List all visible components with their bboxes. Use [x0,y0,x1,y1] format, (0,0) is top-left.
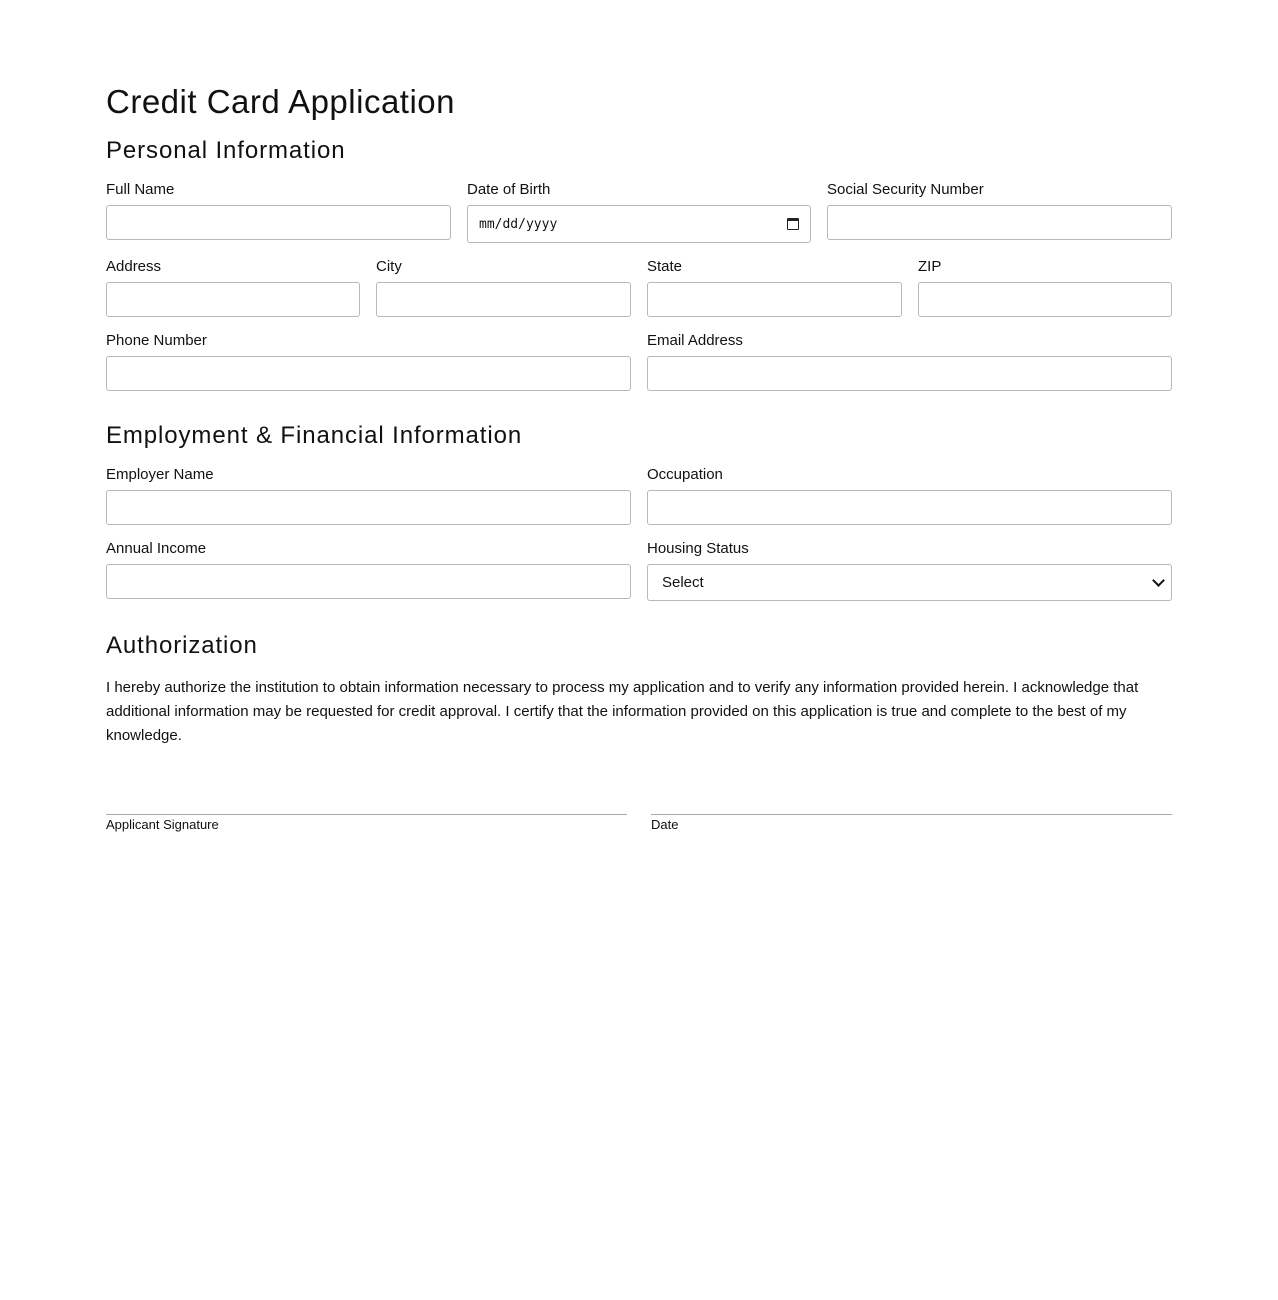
occupation-label: Occupation [647,466,723,483]
email-field [647,332,1172,350]
employer-label: Employer Name [106,466,214,483]
dob-placeholder: mm/dd/yyyy [479,216,558,232]
ssn-label: Social Security Number [827,181,984,198]
income-field [106,540,631,558]
authorization-heading: Authorization [106,632,258,659]
dob-label: Date of Birth [467,181,551,198]
zip-label: ZIP [918,258,942,275]
address-input[interactable] [106,282,360,317]
zip-input[interactable] [918,282,1172,317]
employment-info-heading: Employment & Financial Information [106,422,523,449]
phone-input[interactable] [106,356,631,391]
email-input[interactable] [647,356,1172,391]
occupation-input[interactable] [647,490,1172,525]
income-label: Annual Income [106,540,207,557]
signature-label: Applicant Signature [106,817,219,832]
chevron-down-icon [1152,574,1165,587]
address-label: Address [106,258,162,275]
calendar-icon[interactable] [787,218,799,230]
city-input[interactable] [376,282,631,317]
dob-field [467,181,811,232]
phone-field [106,332,631,350]
signature-line[interactable] [106,814,627,815]
dob-input[interactable] [467,205,811,243]
city-field [376,258,631,276]
employer-field [106,466,631,484]
full-name-input[interactable] [106,205,451,240]
employer-input[interactable] [106,490,631,525]
housing-select[interactable] [647,564,1172,601]
phone-label: Phone Number [106,332,207,349]
housing-field [647,540,1172,591]
address-field [106,258,360,276]
housing-selected-value: Select [662,574,704,591]
full-name-label: Full Name [106,181,175,198]
occupation-field [647,466,1172,484]
page-title: Credit Card Application [106,83,456,120]
date-line[interactable] [651,814,1172,815]
income-input[interactable] [106,564,631,599]
authorization-text: I hereby authorize the institution to obtain information necessary to process my application and to verify any information provided herein. I acknowledge that additional information may be requested for credit approval. I certify that the information provided on this application is true and complete to the best of my knowledge. [106,679,1139,744]
housing-label: Housing Status [647,540,749,557]
state-label: State [647,258,683,275]
state-field [647,258,902,276]
state-input[interactable] [647,282,902,317]
ssn-field [827,181,1172,199]
personal-info-heading: Personal Information [106,137,346,164]
zip-field [918,258,1172,276]
ssn-input[interactable] [827,205,1172,240]
city-label: City [376,258,402,275]
email-label: Email Address [647,332,743,349]
full-name-field [106,181,451,199]
date-label: Date [651,817,679,832]
